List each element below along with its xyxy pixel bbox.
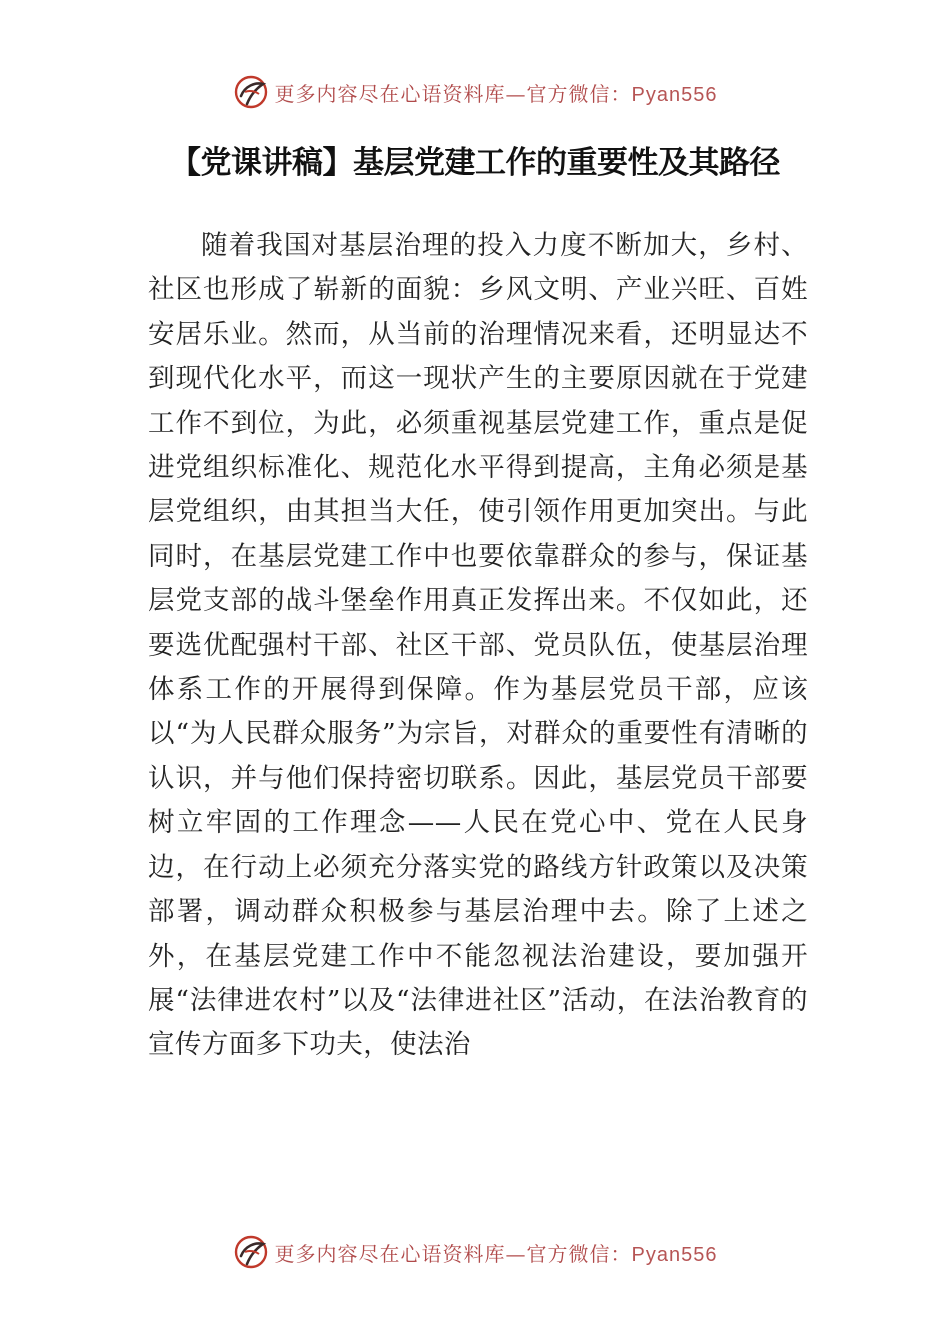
watermark-text: 更多内容尽在心语资料库—官方微信：Pyan556	[274, 81, 718, 106]
brand-logo-icon	[233, 74, 269, 110]
body-paragraph: 随着我国对基层治理的投入力度不断加大，乡村、社区也形成了崭新的面貌：乡风文明、产业兴旺、百姓安居乐业。然而，从当前的治理情况来看，还明显达不到现代化水平，而这一现状产生的主要原因就在于党建工作不到位，为此，必须重视基层党建工作，重点是促进党组织标准化、规范化水平得到提高，主角必须是基层党组织，由其担当大任，使引领作用更加突出。与此同时，在基层党建工作中也要依靠群众的参与，保证基层党支部的战斗堡垒作用真正发挥出来。不仅如此，还要选优配强村干部、社区干部、党员队伍，使基层治理体系工作的开展得到保障。作为基层党员干部，应该以“为人民群众服务”为宗旨，对群众的重要性有清晰的认识，并与他们保持密切联系。因此，基层党员干部要树立牢固的工作理念——人民在党心中、党在人民身边，在行动上必须充分落实党的路线方针政策以及决策部署，调动群众积极参与基层治理中去。除了上述之外，在基层党建工作中不能忽视法治建设，要加强开展“法律进农村”以及“法律进社区”活动，在法治教育的宣传方面多下功夫，使法治	[148, 230, 808, 1061]
wechat-id: Pyan556	[631, 83, 718, 106]
document-title: 【党课讲稿】基层党建工作的重要性及其路径	[170, 145, 780, 181]
header-watermark	[0, 72, 950, 112]
footer-watermark	[0, 1232, 950, 1272]
wechat-id: Pyan556	[631, 1243, 718, 1266]
watermark-text: 更多内容尽在心语资料库—官方微信：Pyan556	[274, 1241, 718, 1266]
brand-logo-icon	[233, 1234, 269, 1270]
